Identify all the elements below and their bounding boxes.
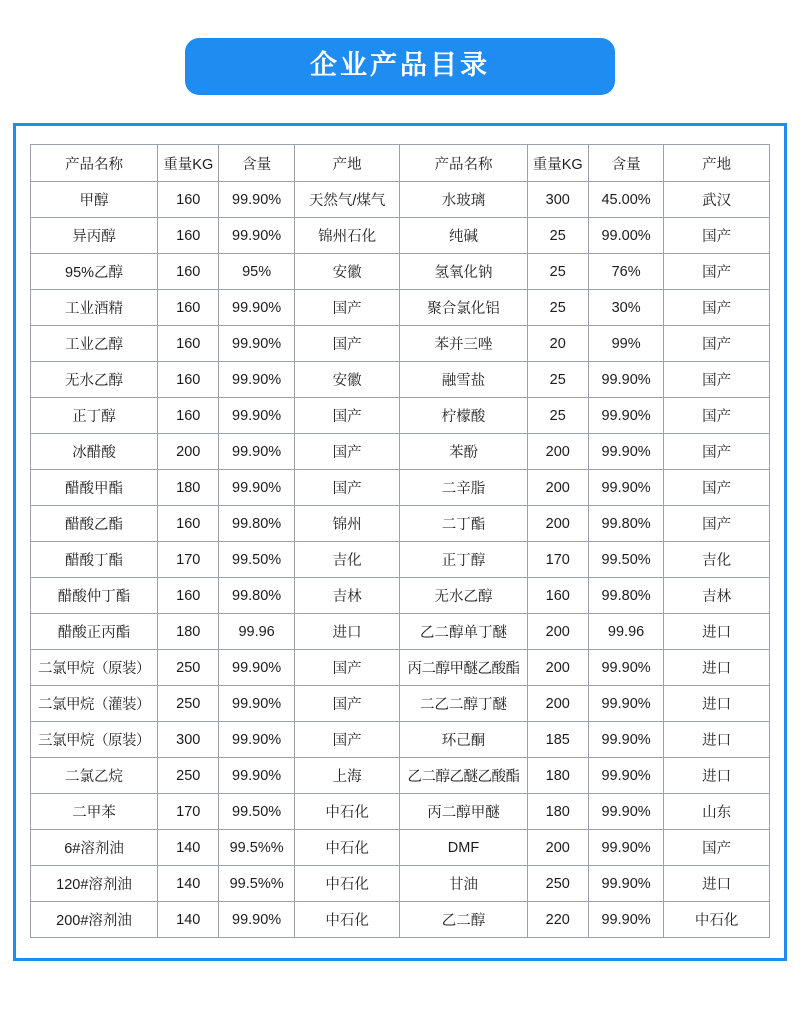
table-cell: 45.00% bbox=[588, 182, 663, 218]
table-cell: 99.90% bbox=[219, 290, 294, 326]
table-cell: 国产 bbox=[664, 434, 770, 470]
table-row bbox=[31, 686, 770, 722]
table-cell: 中石化 bbox=[294, 866, 400, 902]
table-cell: 二乙二醇丁醚 bbox=[400, 686, 527, 722]
table-row bbox=[31, 722, 770, 758]
table-cell: 工业乙醇 bbox=[31, 326, 158, 362]
table-cell: 甲醇 bbox=[31, 182, 158, 218]
table-cell: 锦州石化 bbox=[294, 218, 400, 254]
table-cell: 99.90% bbox=[219, 722, 294, 758]
table-cell: 99.90% bbox=[588, 902, 663, 938]
product-catalog-table bbox=[30, 144, 770, 938]
table-cell: 160 bbox=[158, 254, 219, 290]
table-cell: 99.90% bbox=[219, 362, 294, 398]
table-cell: 99.90% bbox=[588, 830, 663, 866]
table-cell: 6#溶剂油 bbox=[31, 830, 158, 866]
table-cell: 180 bbox=[527, 758, 588, 794]
table-cell: 99.5%% bbox=[219, 830, 294, 866]
table-cell: 国产 bbox=[294, 470, 400, 506]
table-cell: 99.96 bbox=[588, 614, 663, 650]
table-cell: 76% bbox=[588, 254, 663, 290]
table-row bbox=[31, 650, 770, 686]
table-cell: 无水乙醇 bbox=[31, 362, 158, 398]
table-cell: 二辛脂 bbox=[400, 470, 527, 506]
table-cell: 160 bbox=[527, 578, 588, 614]
table-cell: 120#溶剂油 bbox=[31, 866, 158, 902]
table-cell: 正丁醇 bbox=[400, 542, 527, 578]
table-cell: 中石化 bbox=[294, 902, 400, 938]
table-cell: 20 bbox=[527, 326, 588, 362]
table-cell: 99% bbox=[588, 326, 663, 362]
table-cell: 异丙醇 bbox=[31, 218, 158, 254]
table-cell: 99.90% bbox=[588, 398, 663, 434]
table-cell: 环己酮 bbox=[400, 722, 527, 758]
table-cell: 170 bbox=[158, 794, 219, 830]
table-cell: 220 bbox=[527, 902, 588, 938]
table-row bbox=[31, 398, 770, 434]
table-cell: 99.90% bbox=[219, 398, 294, 434]
table-cell: 99.90% bbox=[219, 470, 294, 506]
table-cell: 200#溶剂油 bbox=[31, 902, 158, 938]
table-cell: 160 bbox=[158, 326, 219, 362]
table-cell: 武汉 bbox=[664, 182, 770, 218]
table-cell: 160 bbox=[158, 218, 219, 254]
table-cell: 99.50% bbox=[588, 542, 663, 578]
table-cell: 95%乙醇 bbox=[31, 254, 158, 290]
table-cell: 国产 bbox=[294, 290, 400, 326]
table-cell: 丙二醇甲醚乙酸酯 bbox=[400, 650, 527, 686]
table-cell: 160 bbox=[158, 182, 219, 218]
column-header-purity-right: 含量 bbox=[588, 145, 663, 182]
table-row bbox=[31, 470, 770, 506]
table-cell: 30% bbox=[588, 290, 663, 326]
table-cell: 200 bbox=[527, 470, 588, 506]
table-cell: 99.00% bbox=[588, 218, 663, 254]
table-cell: 99.90% bbox=[588, 794, 663, 830]
table-header bbox=[31, 145, 770, 182]
table-cell: 99.50% bbox=[219, 542, 294, 578]
table-cell: 25 bbox=[527, 398, 588, 434]
table-cell: 25 bbox=[527, 290, 588, 326]
table-cell: 二丁酯 bbox=[400, 506, 527, 542]
table-row bbox=[31, 758, 770, 794]
table-cell: 99.80% bbox=[588, 578, 663, 614]
table-cell: 锦州 bbox=[294, 506, 400, 542]
table-row bbox=[31, 254, 770, 290]
table-cell: 冰醋酸 bbox=[31, 434, 158, 470]
table-cell: 300 bbox=[158, 722, 219, 758]
table-cell: 中石化 bbox=[664, 902, 770, 938]
table-row bbox=[31, 866, 770, 902]
table-cell: 水玻璃 bbox=[400, 182, 527, 218]
table-cell: 苯酚 bbox=[400, 434, 527, 470]
table-cell: 250 bbox=[158, 650, 219, 686]
table-cell: 185 bbox=[527, 722, 588, 758]
column-header-origin-right: 产地 bbox=[664, 145, 770, 182]
table-cell: 99.90% bbox=[219, 182, 294, 218]
table-row bbox=[31, 578, 770, 614]
table-row bbox=[31, 830, 770, 866]
table-cell: 进口 bbox=[664, 866, 770, 902]
table-cell: 进口 bbox=[664, 650, 770, 686]
table-cell: 25 bbox=[527, 362, 588, 398]
table-cell: 170 bbox=[158, 542, 219, 578]
table-cell: 99.90% bbox=[219, 686, 294, 722]
table-cell: 国产 bbox=[664, 830, 770, 866]
table-cell: 甘油 bbox=[400, 866, 527, 902]
table-cell: 氢氧化钠 bbox=[400, 254, 527, 290]
table-header-row bbox=[31, 145, 770, 182]
table-cell: 进口 bbox=[294, 614, 400, 650]
table-cell: 醋酸丁酯 bbox=[31, 542, 158, 578]
table-cell: 进口 bbox=[664, 614, 770, 650]
table-cell: 95% bbox=[219, 254, 294, 290]
column-header-product-name-right: 产品名称 bbox=[400, 145, 527, 182]
table-cell: 99.90% bbox=[219, 758, 294, 794]
table-row bbox=[31, 434, 770, 470]
table-cell: 国产 bbox=[294, 398, 400, 434]
table-cell: 乙二醇乙醚乙酸酯 bbox=[400, 758, 527, 794]
table-cell: 吉林 bbox=[294, 578, 400, 614]
table-cell: 99.90% bbox=[588, 722, 663, 758]
table-cell: 国产 bbox=[294, 326, 400, 362]
column-header-product-name-left: 产品名称 bbox=[31, 145, 158, 182]
table-row bbox=[31, 182, 770, 218]
table-cell: 国产 bbox=[664, 506, 770, 542]
table-row bbox=[31, 218, 770, 254]
table-row bbox=[31, 542, 770, 578]
table-cell: 纯碱 bbox=[400, 218, 527, 254]
table-cell: 正丁醇 bbox=[31, 398, 158, 434]
table-cell: 上海 bbox=[294, 758, 400, 794]
table-cell: 三氯甲烷（原装） bbox=[31, 722, 158, 758]
table-cell: 99.50% bbox=[219, 794, 294, 830]
table-cell: 99.90% bbox=[588, 686, 663, 722]
table-cell: 二氯甲烷（灌装） bbox=[31, 686, 158, 722]
table-cell: 200 bbox=[527, 686, 588, 722]
table-row bbox=[31, 614, 770, 650]
table-row bbox=[31, 326, 770, 362]
table-cell: 200 bbox=[527, 506, 588, 542]
table-cell: 进口 bbox=[664, 758, 770, 794]
table-cell: 天然气/煤气 bbox=[294, 182, 400, 218]
column-header-weight-left: 重量KG bbox=[158, 145, 219, 182]
table-cell: 99.90% bbox=[588, 866, 663, 902]
column-header-origin-left: 产地 bbox=[294, 145, 400, 182]
table-cell: 国产 bbox=[664, 326, 770, 362]
table-cell: 国产 bbox=[294, 650, 400, 686]
table-cell: 99.90% bbox=[219, 218, 294, 254]
table-cell: 国产 bbox=[294, 722, 400, 758]
table-cell: DMF bbox=[400, 830, 527, 866]
table-cell: 二甲苯 bbox=[31, 794, 158, 830]
table-cell: 国产 bbox=[664, 362, 770, 398]
title-area bbox=[0, 0, 800, 95]
table-cell: 中石化 bbox=[294, 830, 400, 866]
table-cell: 160 bbox=[158, 398, 219, 434]
table-cell: 160 bbox=[158, 578, 219, 614]
table-cell: 二氯甲烷（原装） bbox=[31, 650, 158, 686]
table-cell: 200 bbox=[527, 614, 588, 650]
table-cell: 融雪盐 bbox=[400, 362, 527, 398]
column-header-purity-left: 含量 bbox=[219, 145, 294, 182]
table-cell: 丙二醇甲醚 bbox=[400, 794, 527, 830]
table-cell: 吉化 bbox=[664, 542, 770, 578]
table-cell: 国产 bbox=[664, 254, 770, 290]
table-cell: 聚合氯化铝 bbox=[400, 290, 527, 326]
table-cell: 中石化 bbox=[294, 794, 400, 830]
table-cell: 99.96 bbox=[219, 614, 294, 650]
table-cell: 吉化 bbox=[294, 542, 400, 578]
table-cell: 国产 bbox=[294, 434, 400, 470]
table-cell: 160 bbox=[158, 506, 219, 542]
table-cell: 99.90% bbox=[588, 758, 663, 794]
page-title: 企业产品目录 bbox=[185, 38, 615, 95]
table-cell: 进口 bbox=[664, 722, 770, 758]
table-cell: 柠檬酸 bbox=[400, 398, 527, 434]
table-cell: 国产 bbox=[664, 398, 770, 434]
table-cell: 国产 bbox=[664, 218, 770, 254]
table-cell: 200 bbox=[527, 830, 588, 866]
table-cell: 进口 bbox=[664, 686, 770, 722]
table-cell: 醋酸仲丁酯 bbox=[31, 578, 158, 614]
table-cell: 180 bbox=[527, 794, 588, 830]
table-cell: 99.90% bbox=[219, 650, 294, 686]
table-cell: 99.5%% bbox=[219, 866, 294, 902]
table-cell: 醋酸正丙酯 bbox=[31, 614, 158, 650]
table-cell: 140 bbox=[158, 866, 219, 902]
table-cell: 200 bbox=[527, 434, 588, 470]
table-cell: 安徽 bbox=[294, 362, 400, 398]
table-cell: 99.90% bbox=[588, 650, 663, 686]
table-body bbox=[31, 182, 770, 938]
table-cell: 99.80% bbox=[588, 506, 663, 542]
table-cell: 工业酒精 bbox=[31, 290, 158, 326]
table-cell: 160 bbox=[158, 290, 219, 326]
table-cell: 99.90% bbox=[588, 470, 663, 506]
table-row bbox=[31, 506, 770, 542]
table-cell: 无水乙醇 bbox=[400, 578, 527, 614]
table-cell: 醋酸甲酯 bbox=[31, 470, 158, 506]
table-cell: 安徽 bbox=[294, 254, 400, 290]
table-cell: 160 bbox=[158, 362, 219, 398]
table-cell: 99.90% bbox=[219, 434, 294, 470]
table-cell: 99.90% bbox=[219, 326, 294, 362]
table-row bbox=[31, 902, 770, 938]
table-row bbox=[31, 362, 770, 398]
column-header-weight-right: 重量KG bbox=[527, 145, 588, 182]
table-cell: 吉林 bbox=[664, 578, 770, 614]
table-cell: 国产 bbox=[664, 470, 770, 506]
table-cell: 山东 bbox=[664, 794, 770, 830]
table-cell: 99.80% bbox=[219, 578, 294, 614]
table-cell: 25 bbox=[527, 218, 588, 254]
table-cell: 140 bbox=[158, 902, 219, 938]
table-cell: 170 bbox=[527, 542, 588, 578]
table-cell: 180 bbox=[158, 470, 219, 506]
table-cell: 200 bbox=[158, 434, 219, 470]
table-cell: 250 bbox=[158, 758, 219, 794]
table-cell: 99.90% bbox=[588, 434, 663, 470]
table-cell: 99.80% bbox=[219, 506, 294, 542]
table-cell: 300 bbox=[527, 182, 588, 218]
table-cell: 苯并三唑 bbox=[400, 326, 527, 362]
table-cell: 25 bbox=[527, 254, 588, 290]
table-cell: 180 bbox=[158, 614, 219, 650]
table-cell: 国产 bbox=[664, 290, 770, 326]
table-cell: 醋酸乙酯 bbox=[31, 506, 158, 542]
table-cell: 乙二醇 bbox=[400, 902, 527, 938]
table-row bbox=[31, 794, 770, 830]
table-cell: 250 bbox=[158, 686, 219, 722]
table-cell: 250 bbox=[527, 866, 588, 902]
table-cell: 140 bbox=[158, 830, 219, 866]
table-cell: 200 bbox=[527, 650, 588, 686]
table-cell: 国产 bbox=[294, 686, 400, 722]
table-cell: 乙二醇单丁醚 bbox=[400, 614, 527, 650]
table-cell: 99.90% bbox=[219, 902, 294, 938]
catalog-table-frame bbox=[13, 123, 787, 961]
table-cell: 二氯乙烷 bbox=[31, 758, 158, 794]
table-cell: 99.90% bbox=[588, 362, 663, 398]
table-row bbox=[31, 290, 770, 326]
